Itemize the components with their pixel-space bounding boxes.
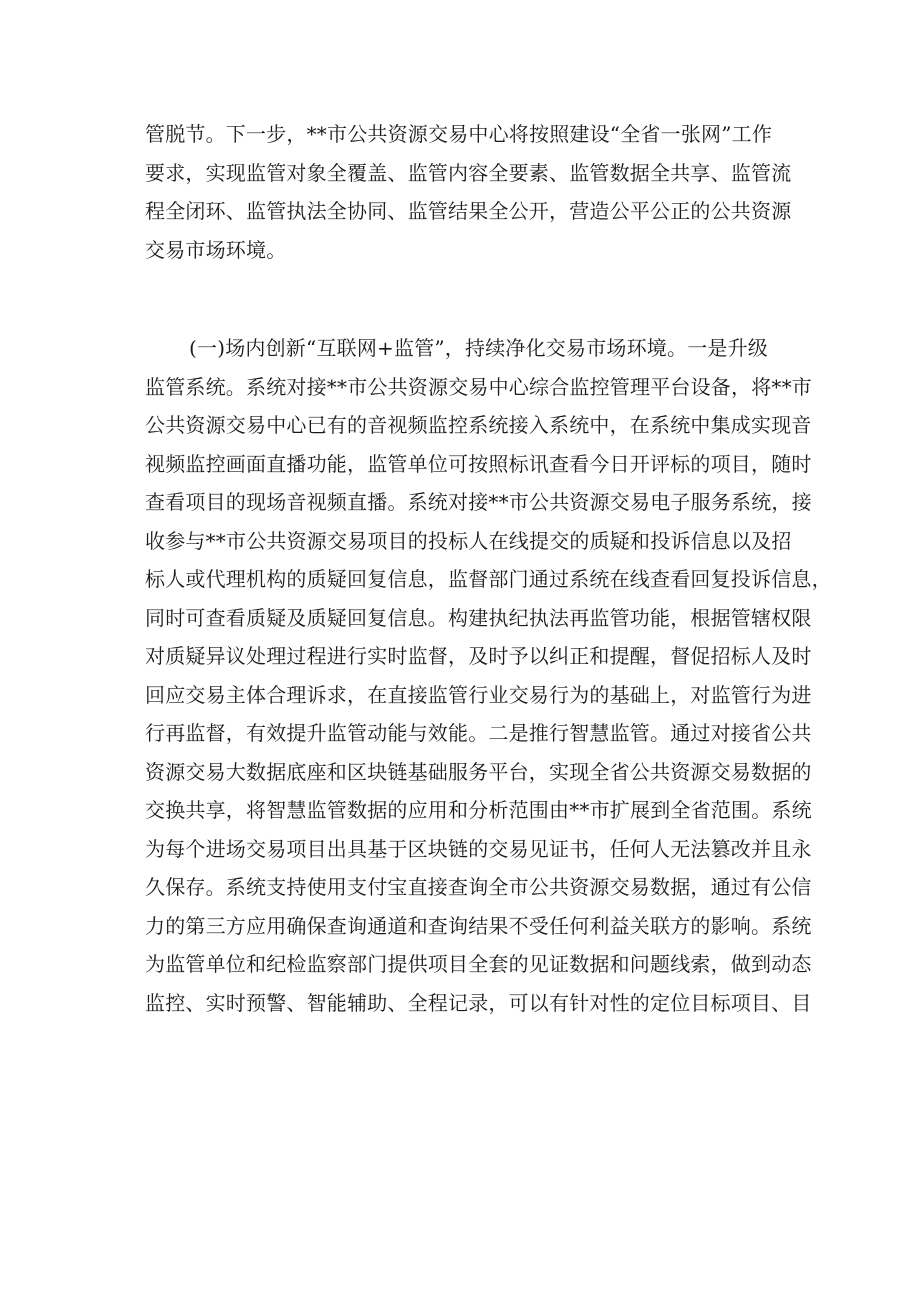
text-line: 为每个进场交易项目出具基于区块链的交易见证书，任何人无法篡改并且永	[145, 836, 812, 861]
text-line: 管脱节。下一步，**市公共资源交易中心将按照建设“全省一张网”工作	[145, 122, 773, 146]
text-line: 行再监督，有效提升监管动能与效能。二是推行智慧监管。通过对接省公共	[145, 721, 812, 745]
text-line: 监控、实时预警、智能辅助、全程记录，可以有针对性的定位目标项目、目	[145, 990, 812, 1015]
text-line: 标人或代理机构的质疑回复信息，监督部门通过系统在线查看回复投诉信息，	[145, 567, 832, 591]
text-line: 程全闭环、监管执法全协同、监管结果全公开，营造公平公正的公共资源	[145, 199, 792, 223]
text-line: 同时可查看质疑及质疑回复信息。构建执纪执法再监管功能，根据管辖权限	[145, 605, 812, 630]
text-line: 对质疑异议处理过程进行实时监督，及时予以纠正和提醒，督促招标人及时	[145, 644, 812, 668]
text-line: 收参与**市公共资源交易项目的投标人在线提交的质疑和投诉信息以及招	[145, 528, 792, 553]
paragraph-2	[145, 329, 832, 1022]
text-line: 交换共享，将智慧监管数据的应用和分析范围由**市扩展到全省范围。系统	[145, 798, 812, 822]
text-line: 资源交易大数据底座和区块链基础服务平台，实现全省公共资源交易数据的	[145, 759, 812, 784]
text-line: 公共资源交易中心已有的音视频监控系统接入系统中，在系统中集成实现音	[145, 413, 812, 437]
text-line: 力的第三方应用确保查询通道和查询结果不受任何利益关联方的影响。系统	[145, 913, 812, 938]
text-line: 久保存。系统支持使用支付宝直接查询全市公共资源交易数据，通过有公信	[145, 875, 812, 899]
text-line: 交易市场环境。	[145, 237, 287, 262]
text-line: 回应交易主体合理诉求，在直接监管行业交易行为的基础上，对监管行为进	[145, 682, 812, 707]
text-line: 视频监控画面直播功能，监管单位可按照标讯查看今日开评标的项目，随时	[145, 451, 812, 476]
text-line: 监管系统。系统对接**市公共资源交易中心综合监控管理平台设备，将**市	[145, 374, 812, 399]
text-line: 要求，实现监管对象全覆盖、监管内容全要素、监管数据全共享、监管流	[145, 160, 792, 185]
text-line: (一)场内创新“互联网+监管”，持续净化交易市场环境。一是升级	[189, 336, 769, 360]
text-line: 查看项目的现场音视频直播。系统对接**市公共资源交易电子服务系统，接	[145, 490, 812, 514]
paragraph-1	[145, 115, 795, 269]
text-line: 为监管单位和纪检监察部门提供项目全套的见证数据和问题线索，做到动态	[145, 952, 812, 976]
